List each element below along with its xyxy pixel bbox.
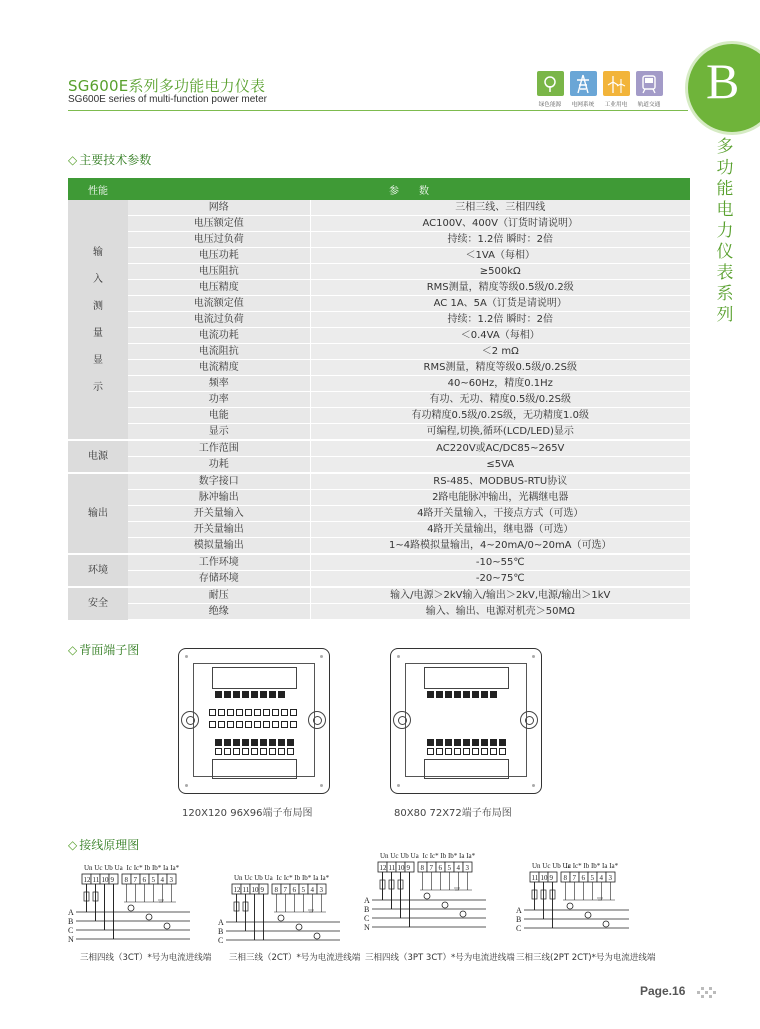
terminal-caption-large: 120X120 96X96端子布局图 — [182, 808, 313, 819]
spec-param-name: 频率 — [128, 376, 310, 392]
current-transformer — [146, 914, 152, 920]
power-line-label: C — [218, 936, 224, 945]
spec-row — [68, 232, 690, 248]
power-line-label: B — [218, 927, 224, 936]
terminal-number: 11 — [242, 886, 250, 894]
category-industrial-power: 工业用电 — [601, 71, 631, 108]
spec-param-value: 持续：1.2倍 瞬时：2倍 — [310, 312, 690, 328]
section-badge: B — [688, 44, 760, 132]
spec-row — [68, 587, 690, 604]
section-heading-terminal: ◇ 背面端子图 — [68, 643, 140, 657]
spec-param-name: 电流阻抗 — [128, 344, 310, 360]
terminal-number: 5 — [301, 886, 305, 894]
spec-row — [68, 440, 690, 457]
current-transformer — [278, 915, 284, 921]
terminal-number: 3 — [169, 876, 173, 884]
spec-param-value: ＜0.4VA（每相） — [310, 328, 690, 344]
spec-param-name: 绝缘 — [128, 604, 310, 620]
side-series-title: 多功能电力仪表系列 — [716, 137, 734, 325]
page-title: SG600E系列多功能电力仪表 — [68, 77, 266, 95]
spec-row — [68, 506, 690, 522]
spec-param-value: ≤5VA — [310, 457, 690, 474]
spec-param-value: ≥500kΩ — [310, 264, 690, 280]
spec-row — [68, 216, 690, 232]
spec-row — [68, 200, 690, 216]
current-transformer — [164, 923, 170, 929]
wiring-caption-2: 三相三线（2CT）*号为电流进线端 — [229, 953, 361, 963]
terminal-number: 12 — [379, 864, 387, 872]
mount-knob-right — [308, 711, 326, 729]
spec-param-name: 脉冲输出 — [128, 490, 310, 506]
tree-icon — [537, 71, 564, 96]
mount-knob-right — [520, 711, 538, 729]
spec-group-label: 输 入 测 量 显 示 — [68, 200, 128, 440]
terminal-number: 4 — [160, 876, 164, 884]
wiring-diagrams — [0, 840, 760, 950]
section-heading-spec: ◇ 主要技术参数 — [68, 153, 152, 167]
spec-param-value: 有功精度0.5级/0.2S级，无功精度1.0级 — [310, 408, 690, 424]
wiring-caption-1: 三相四线（3CT）*号为电流进线端 — [80, 953, 212, 963]
terminal-number: 6 — [581, 874, 585, 882]
spec-param-name: 电流精度 — [128, 360, 310, 376]
terminal-number: 4 — [456, 864, 460, 872]
mount-knob-left — [393, 711, 411, 729]
terminal-number: 10 — [540, 874, 548, 882]
spec-param-name: 网络 — [128, 200, 310, 216]
page-subtitle: SG600E series of multi-function power meter — [68, 94, 267, 105]
category-green-energy: 绿色能源 — [535, 71, 565, 108]
spec-param-value: 40~60Hz，精度0.1Hz — [310, 376, 690, 392]
spec-param-value: AC220V或AC/DC85~265V — [310, 440, 690, 457]
terminal-number: 5 — [151, 876, 155, 884]
spec-row — [68, 296, 690, 312]
spec-group-label: 电源 — [68, 440, 128, 473]
spec-param-value: 持续：1.2倍 瞬时：2倍 — [310, 232, 690, 248]
spec-row — [68, 392, 690, 408]
terminal-number: 8 — [274, 886, 278, 894]
spec-row — [68, 571, 690, 588]
wind-turbine-icon — [603, 71, 630, 96]
current-transformer — [603, 921, 609, 927]
wiring-caption-4: 三相三线(2PT 2CT)*号为电流进线端 — [516, 953, 656, 963]
current-terminal-header: Ic Ic* Ib Ib* Ia Ia* — [126, 864, 180, 872]
current-terminal-header: Ic Ic* Ib Ib* Ia Ia* — [565, 862, 619, 870]
voltage-terminal-header: Un Uc Ub Ua — [234, 874, 273, 882]
terminal-number: 9 — [549, 874, 553, 882]
spec-row — [68, 280, 690, 296]
terminal-number: 10 — [101, 876, 109, 884]
voltage-terminal-header: Un Uc Ub Ua — [532, 862, 571, 870]
terminal-number: 7 — [429, 864, 433, 872]
terminal-number: 10 — [251, 886, 259, 894]
spec-row — [68, 424, 690, 441]
power-line-label: N — [68, 935, 74, 944]
spec-group-label: 输出 — [68, 473, 128, 554]
terminal-number: 7 — [572, 874, 576, 882]
terminal-number: 7 — [283, 886, 287, 894]
current-transformer — [585, 912, 591, 918]
spec-param-value: 2路电能脉冲输出，光耦继电器 — [310, 490, 690, 506]
page-number: Page.16 — [640, 984, 686, 998]
power-line-label: A — [218, 918, 224, 927]
terminal-number: 5 — [590, 874, 594, 882]
current-transformer — [460, 911, 466, 917]
spec-param-name: 数字接口 — [128, 473, 310, 490]
terminal-number: 6 — [438, 864, 442, 872]
mount-knob-left — [181, 711, 199, 729]
current-transformer — [424, 893, 430, 899]
spec-param-value: 输入/电源＞2kV输入/输出＞2kV,电源/输出＞1kV — [310, 587, 690, 604]
spec-param-value: 有功、无功、精度0.5级/0.2S级 — [310, 392, 690, 408]
spec-row — [68, 376, 690, 392]
spec-param-value: -20~75℃ — [310, 571, 690, 588]
spec-header-params: 参 数 — [128, 178, 690, 200]
terminal-number: 5 — [447, 864, 451, 872]
spec-param-name: 工作范围 — [128, 440, 310, 457]
voltage-terminal-header: Un Uc Ub Ua — [380, 852, 419, 860]
terminal-number: 6 — [142, 876, 146, 884]
power-line-label: B — [364, 905, 370, 914]
section-heading-wiring: ◇ 接线原理图 — [68, 838, 140, 852]
current-transformer — [567, 903, 573, 909]
spec-row — [68, 554, 690, 571]
spec-row — [68, 344, 690, 360]
power-line-label: C — [516, 924, 522, 933]
power-line-label: N — [364, 923, 370, 932]
terminal-number: 11 — [531, 874, 539, 882]
spec-row — [68, 360, 690, 376]
spec-row — [68, 457, 690, 474]
spec-param-name: 耐压 — [128, 587, 310, 604]
spec-header-feature: 性能 — [68, 178, 128, 200]
current-transformer — [314, 933, 320, 939]
current-transformer — [128, 905, 134, 911]
spec-param-value: RMS测量，精度等级0.5级/0.2级 — [310, 280, 690, 296]
terminal-number: 9 — [110, 876, 114, 884]
power-line-label: B — [68, 917, 74, 926]
spec-param-name: 开关量输入 — [128, 506, 310, 522]
terminal-number: 8 — [563, 874, 567, 882]
power-tower-icon — [570, 71, 597, 96]
terminal-layout-small — [390, 648, 542, 794]
spec-param-value: 三相三线、三相四线 — [310, 200, 690, 216]
power-line-label: B — [516, 915, 522, 924]
terminal-number: 12 — [83, 876, 91, 884]
power-line-label: C — [68, 926, 74, 935]
spec-param-value: -10~55℃ — [310, 554, 690, 571]
page-pattern-icon — [697, 985, 717, 1001]
spec-row — [68, 473, 690, 490]
spec-group-label: 安全 — [68, 587, 128, 620]
header-divider — [68, 110, 688, 111]
current-terminal-header: Ic Ic* Ib Ib* Ia Ia* — [422, 852, 476, 860]
spec-param-name: 电流额定值 — [128, 296, 310, 312]
spec-param-value: 输入、输出、电源对机壳＞50MΩ — [310, 604, 690, 620]
spec-row — [68, 604, 690, 620]
terminal-number: 12 — [233, 886, 241, 894]
spec-param-name: 功耗 — [128, 457, 310, 474]
spec-param-name: 存储环境 — [128, 571, 310, 588]
spec-table — [68, 178, 690, 620]
spec-row — [68, 490, 690, 506]
spec-row — [68, 248, 690, 264]
spec-row — [68, 312, 690, 328]
spec-param-value: ＜1VA（每相） — [310, 248, 690, 264]
spec-param-value: 4路开关量输出，继电器（可选） — [310, 522, 690, 538]
terminal-number: 9 — [260, 886, 264, 894]
spec-row — [68, 264, 690, 280]
spec-param-value: AC100V、400V（订货时请说明） — [310, 216, 690, 232]
spec-param-name: 电压功耗 — [128, 248, 310, 264]
terminal-layout-large — [178, 648, 330, 794]
spec-param-value: RS-485、MODBUS-RTU协议 — [310, 473, 690, 490]
spec-param-name: 功率 — [128, 392, 310, 408]
terminal-number: 3 — [465, 864, 469, 872]
spec-param-name: 电压阻抗 — [128, 264, 310, 280]
terminal-number: 6 — [292, 886, 296, 894]
terminal-number: 3 — [608, 874, 612, 882]
power-line-label: C — [364, 914, 370, 923]
spec-row — [68, 538, 690, 555]
spec-param-name: 电能 — [128, 408, 310, 424]
spec-group-label: 环境 — [68, 554, 128, 587]
spec-param-name: 模拟量输出 — [128, 538, 310, 555]
category-rail-transit: 轨道交通 — [634, 71, 664, 108]
current-transformer — [442, 902, 448, 908]
terminal-number: 10 — [397, 864, 405, 872]
spec-row — [68, 408, 690, 424]
spec-param-name: 显示 — [128, 424, 310, 441]
spec-param-value: RMS测量，精度等级0.5级/0.2S级 — [310, 360, 690, 376]
spec-param-name: 电压额定值 — [128, 216, 310, 232]
terminal-number: 9 — [406, 864, 410, 872]
spec-param-value: ＜2 mΩ — [310, 344, 690, 360]
spec-param-name: 开关量输出 — [128, 522, 310, 538]
terminal-caption-small: 80X80 72X72端子布局图 — [394, 808, 512, 819]
power-line-label: A — [68, 908, 74, 917]
spec-param-name: 电流过负荷 — [128, 312, 310, 328]
spec-param-name: 电流功耗 — [128, 328, 310, 344]
terminal-number: 4 — [599, 874, 603, 882]
terminal-number: 3 — [319, 886, 323, 894]
current-terminal-header: Ic Ic* Ib Ib* Ia Ia* — [276, 874, 330, 882]
spec-param-name: 电压精度 — [128, 280, 310, 296]
terminal-number: 8 — [124, 876, 128, 884]
terminal-number: 11 — [388, 864, 396, 872]
spec-param-value: AC 1A、5A（订货是请说明） — [310, 296, 690, 312]
spec-row — [68, 522, 690, 538]
category-grid-system: 电网系统 — [568, 71, 598, 108]
train-icon — [636, 71, 663, 96]
spec-param-name: 电压过负荷 — [128, 232, 310, 248]
terminal-number: 4 — [310, 886, 314, 894]
terminal-number: 11 — [92, 876, 100, 884]
wiring-caption-3: 三相四线（3PT 3CT）*号为电流进线端 — [365, 953, 515, 963]
power-line-label: A — [364, 896, 370, 905]
power-line-label: A — [516, 906, 522, 915]
terminal-number: 7 — [133, 876, 137, 884]
spec-row — [68, 328, 690, 344]
spec-param-value: 1~4路模拟量输出，4~20mA/0~20mA（可选） — [310, 538, 690, 555]
spec-param-name: 工作环境 — [128, 554, 310, 571]
spec-param-value: 4路开关量输入，干接点方式（可选） — [310, 506, 690, 522]
current-transformer — [296, 924, 302, 930]
terminal-number: 8 — [420, 864, 424, 872]
voltage-terminal-header: Un Uc Ub Ua — [84, 864, 123, 872]
spec-param-value: 可编程,切换,循环(LCD/LED)显示 — [310, 424, 690, 441]
